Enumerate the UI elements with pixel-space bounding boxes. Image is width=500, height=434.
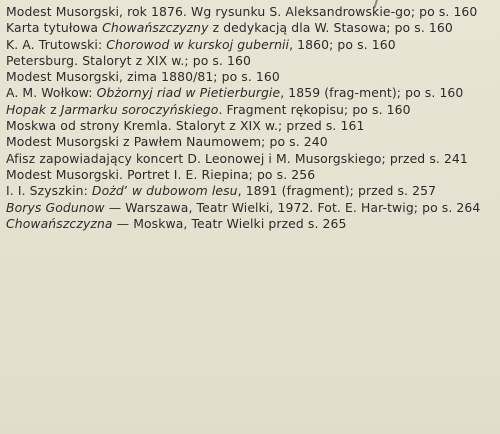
- entry-title-italic: Hopak: [6, 101, 47, 117]
- entry-text: Modest Musorgski, zima 1880/81; po s. 160: [6, 69, 280, 85]
- entry-title-italic: Chowańszczyzny: [102, 20, 209, 36]
- entry-text: — Moskwa, Teatr Wielki przed s. 265: [112, 215, 347, 231]
- entry-title-italic: Borys Godunow: [6, 199, 105, 215]
- illustration-entry: [6, 37, 496, 53]
- illustration-entry: [6, 102, 496, 118]
- entry-text: Modest Musorgski, rok 1876. Wg rysunku S. Aleksandrowskie-go; po s. 160: [6, 4, 478, 19]
- entry-text: Modest Musorgski. Portret I. E. Riepina; po s. 256: [6, 166, 316, 182]
- entry-title-italic: Chorowod w kurskoj gubernii: [106, 36, 290, 52]
- entry-text: Petersburg. Staloryt z XIX w.; po s. 160: [6, 52, 252, 68]
- entry-title-italic: Jarmarku soroczyńskiego: [60, 101, 219, 117]
- entry-text: I. I. Szyszkin:: [6, 183, 92, 199]
- entry-text: z: [46, 101, 61, 117]
- entry-text: Afisz zapowiadający koncert D. Leonowej i M. Musorgskiego; przed s. 241: [6, 150, 468, 166]
- entry-text: Modest Musorgski z Pawłem Naumowem; po s. 240: [6, 134, 328, 150]
- entry-text: — Warszawa, Teatr Wielki, 1972. Fot. E. Har-twig; po s. 264: [104, 199, 481, 215]
- entry-text: z dedykacją dla W. Stasowa; po s. 160: [208, 20, 453, 36]
- illustration-list: [6, 4, 496, 232]
- entry-title-italic: Chowańszczyzna: [6, 215, 113, 231]
- illustration-entry: [6, 85, 496, 101]
- entry-text: Moskwa od strony Kremla. Staloryt z XIX w.; przed s. 161: [6, 118, 365, 134]
- illustration-entry: [6, 134, 496, 150]
- entry-text: . Fragment rękopisu; po s. 160: [218, 101, 411, 117]
- entry-text: , 1859 (frag-ment); po s. 160: [280, 85, 464, 101]
- entry-text: Karta tytułowa: [6, 20, 103, 36]
- illustration-entry: [6, 69, 496, 85]
- illustration-entry: [6, 4, 496, 20]
- entry-title-italic: Dożdʼ w dubowom lesu: [91, 183, 238, 199]
- illustration-entry: [6, 20, 496, 36]
- illustration-entry: [6, 183, 496, 199]
- entry-text: A. M. Wołkow:: [6, 85, 97, 101]
- entry-text: , 1860; po s. 160: [289, 36, 396, 52]
- entry-text: , 1891 (fragment); przed s. 257: [237, 183, 437, 199]
- illustration-entry: [6, 216, 496, 232]
- illustration-entry: [6, 118, 496, 134]
- illustration-entry: [6, 151, 496, 167]
- illustration-entry: [6, 53, 496, 69]
- illustration-entry: [6, 200, 496, 216]
- illustration-entry: [6, 167, 496, 183]
- entry-title-italic: Obżornyj riad w Pietierburgie: [96, 85, 281, 101]
- entry-text: K. A. Trutowski:: [6, 36, 107, 52]
